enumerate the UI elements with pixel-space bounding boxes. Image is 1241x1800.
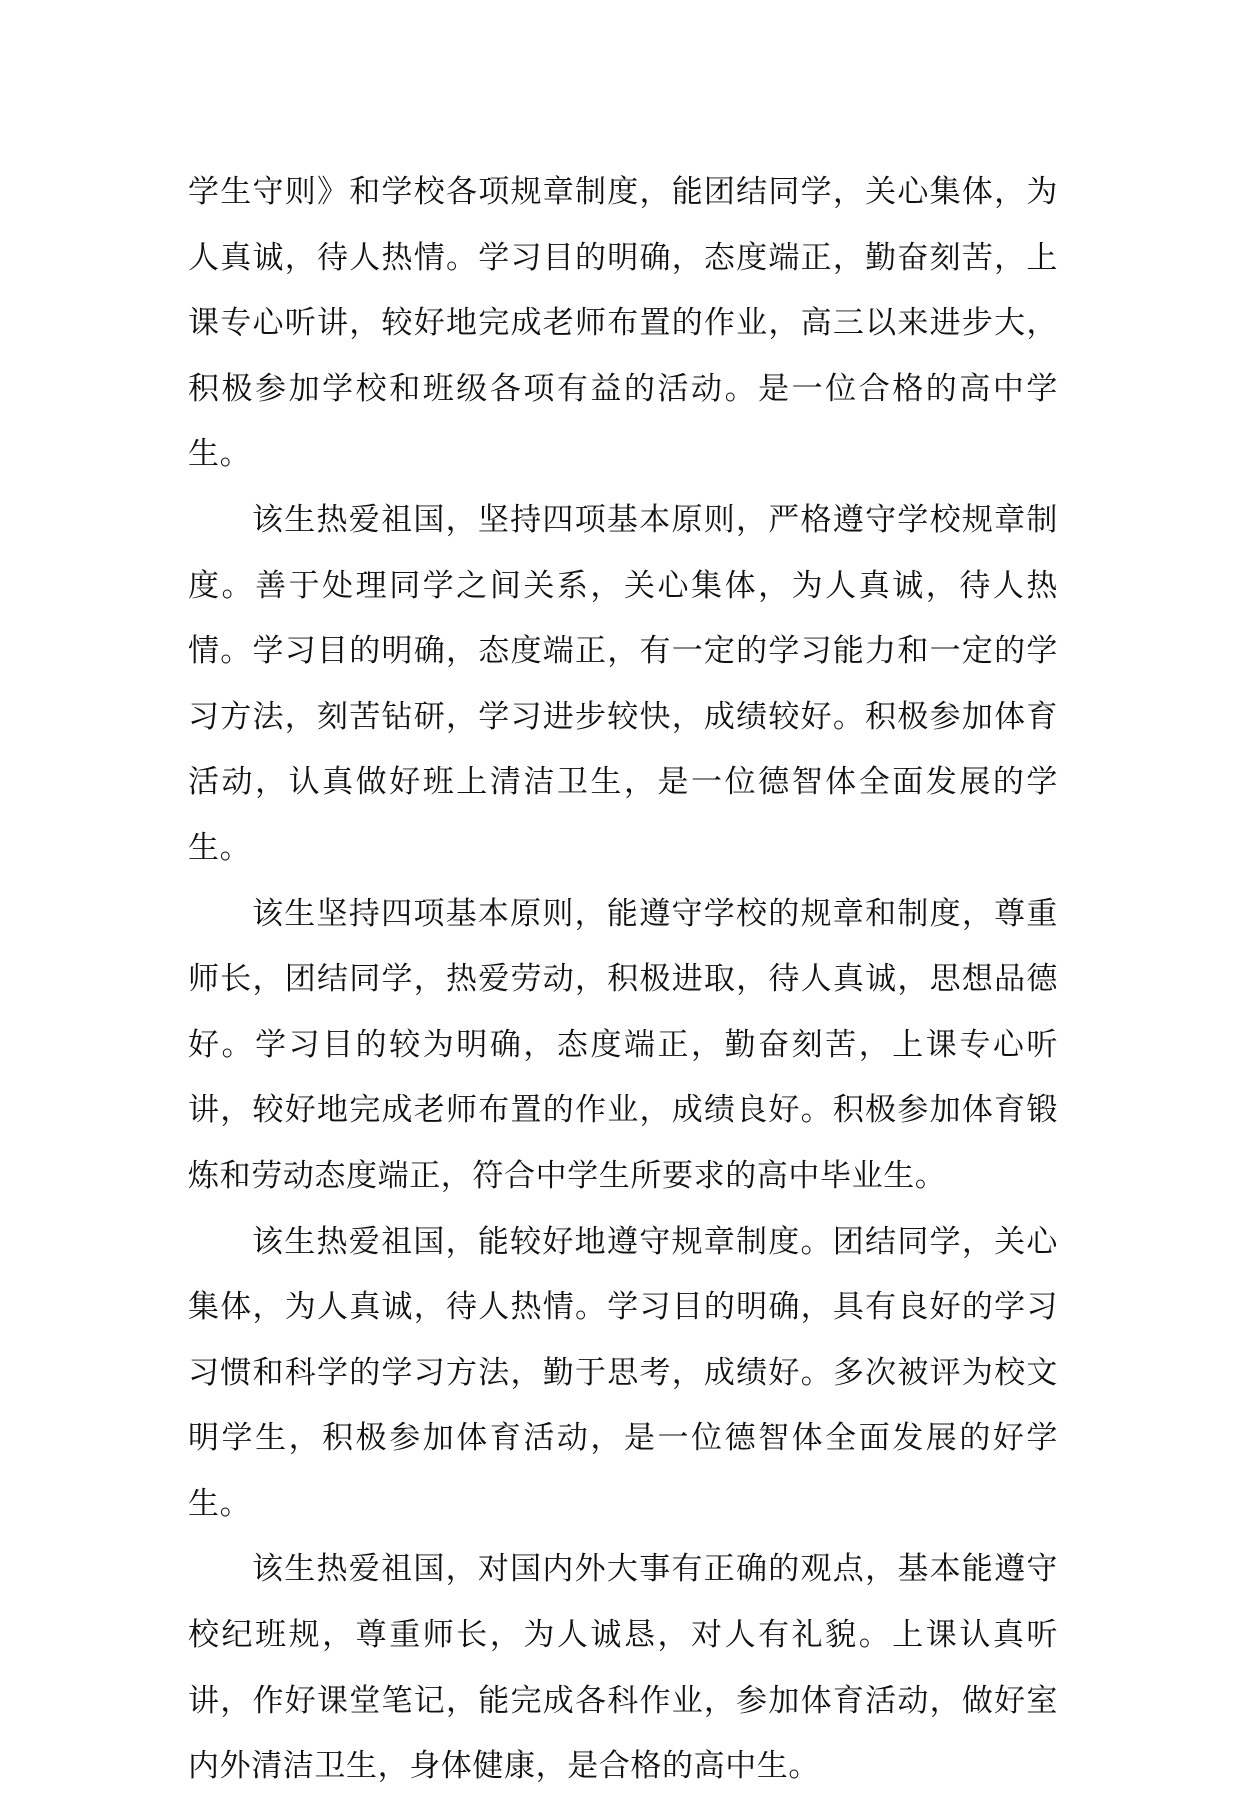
document-body: [188, 160, 1058, 1800]
paragraph-3: 该生坚持四项基本原则，能遵守学校的规章和制度，尊重师长，团结同学，热爱劳动，积极进取，待人真诚，思想品德好。学习目的较为明确，态度端正，勤奋刻苦，上课专心听讲，较好地完成老师布置的作业，成绩良好。积极参加体育锻炼和劳动态度端正，符合中学生所要求的高中毕业生。: [188, 895, 1058, 1194]
paragraph-2: 该生热爱祖国，坚持四项基本原则，严格遵守学校规章制度。善于处理同学之间关系，关心集体，为人真诚，待人热情。学习目的明确，态度端正，有一定的学习能力和一定的学习方法，刻苦钻研，学习进步较快，成绩较好。积极参加体育活动，认真做好班上清洁卫生，是一位德智体全面发展的学生。: [188, 501, 1058, 866]
paragraph-4: 该生热爱祖国，能较好地遵守规章制度。团结同学，关心集体，为人真诚，待人热情。学习目的明确，具有良好的学习习惯和科学的学习方法，勤于思考，成绩好。多次被评为校文明学生，积极参加体育活动，是一位德智体全面发展的好学生。: [188, 1223, 1058, 1522]
paragraph-1: 学生守则》和学校各项规章制度，能团结同学，关心集体，为人真诚，待人热情。学习目的明确，态度端正，勤奋刻苦，上课专心听讲，较好地完成老师布置的作业，高三以来进步大，积极参加学校和班级各项有益的活动。是一位合格的高中学生。: [188, 174, 1058, 473]
paragraph-5: 该生热爱祖国，对国内外大事有正确的观点，基本能遵守校纪班规，尊重师长，为人诚恳，对人有礼貌。上课认真听讲，作好课堂笔记，能完成各科作业，参加体育活动，做好室内外清洁卫生，身体健康，是合格的高中生。: [188, 1551, 1058, 1785]
